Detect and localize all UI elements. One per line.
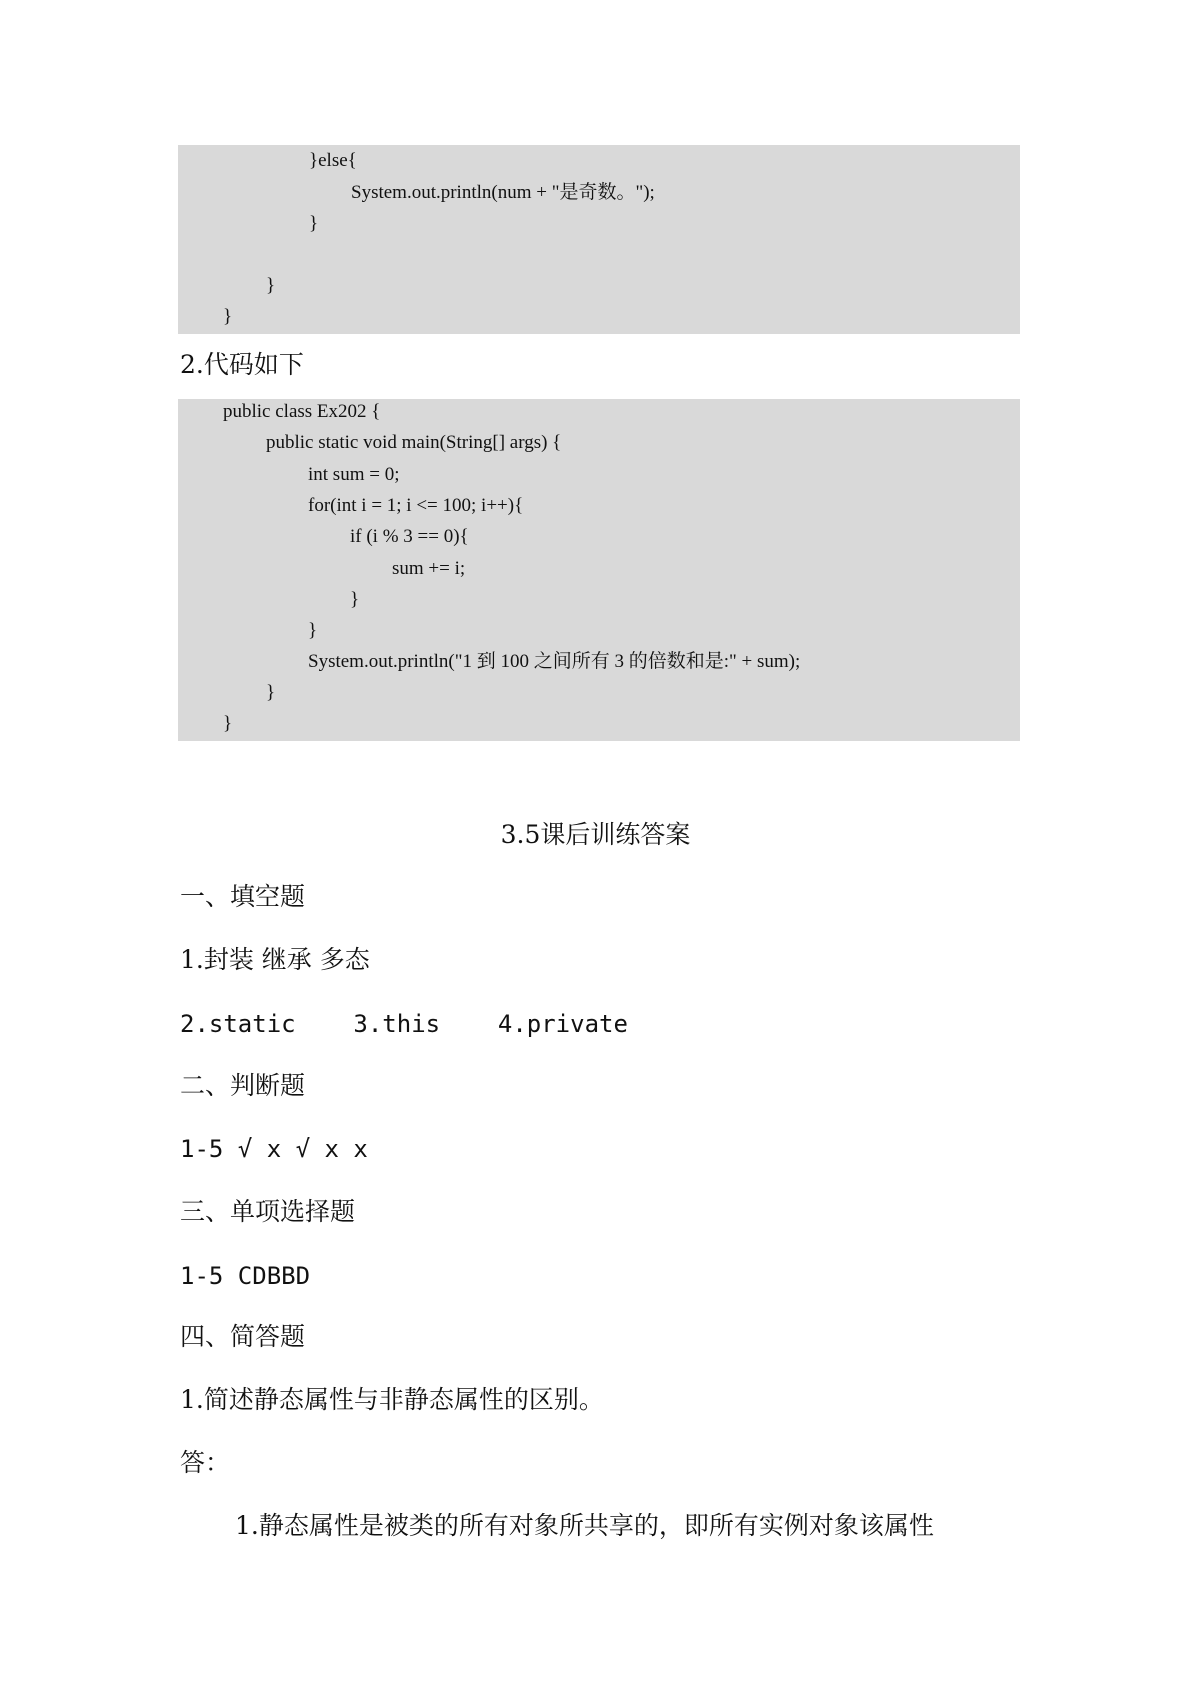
section-title: 3.5课后训练答案 bbox=[500, 820, 691, 849]
code-line: } bbox=[223, 306, 233, 327]
code-line: } bbox=[223, 713, 233, 734]
short-answer-heading: 四、简答题 bbox=[180, 1322, 306, 1351]
code-block-1 bbox=[178, 145, 1020, 334]
code-line: if (i % 3 == 0){ bbox=[350, 526, 469, 547]
answer-1: 1.静态属性是被类的所有对象所共享的，即所有实例对象该属性 bbox=[235, 1511, 934, 1540]
fill-blank-heading: 一、填空题 bbox=[180, 882, 306, 911]
judge-heading: 二、判断题 bbox=[180, 1071, 306, 1100]
code-line: int sum = 0; bbox=[308, 464, 400, 485]
code-line: } bbox=[309, 213, 319, 234]
code-line: sum += i; bbox=[392, 558, 466, 579]
judge-answers: 1-5 √ x √ x x bbox=[180, 1135, 368, 1163]
code-2-heading: 2.代码如下 bbox=[180, 350, 304, 379]
code-line: public static void main(String[] args) { bbox=[266, 432, 562, 453]
answer-label: 答： bbox=[180, 1448, 231, 1477]
code-line: } bbox=[350, 589, 360, 610]
code-line: } bbox=[308, 620, 318, 641]
fill-blank-answer-2: 2.static 3.this 4.private bbox=[180, 1010, 628, 1038]
fill-blank-answer-1: 1.封装 继承 多态 bbox=[180, 945, 370, 974]
code-line: System.out.println("1 到 100 之间所有 3 的倍数和是:" + sum); bbox=[308, 651, 801, 672]
code-line: for(int i = 1; i <= 100; i++){ bbox=[308, 495, 524, 516]
question-1: 1.简述静态属性与非静态属性的区别。 bbox=[180, 1385, 604, 1414]
code-line: } bbox=[266, 275, 276, 296]
code-line: }else{ bbox=[309, 150, 357, 171]
choice-heading: 三、单项选择题 bbox=[180, 1197, 356, 1226]
code-block-2 bbox=[178, 399, 1020, 741]
code-line: } bbox=[266, 682, 276, 703]
code-line: public class Ex202 { bbox=[223, 401, 381, 422]
code-line: System.out.println(num + "是奇数。"); bbox=[351, 182, 655, 203]
choice-answers: 1-5 CDBBD bbox=[180, 1262, 311, 1290]
